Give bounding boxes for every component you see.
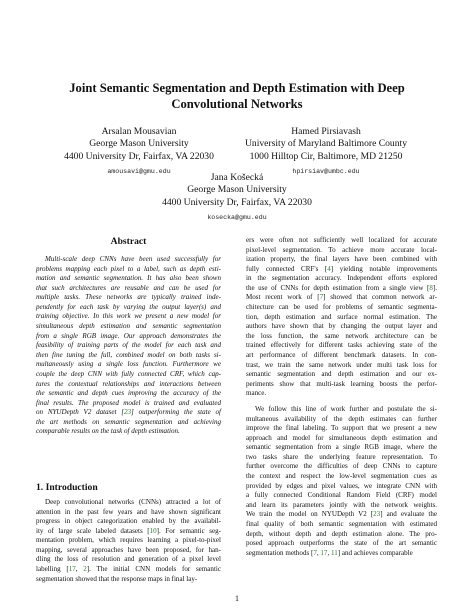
text-line: and learn its parameters jointly with the network weights.	[246, 500, 437, 509]
text-line: Most recent work of [7] showed that common network ar-	[246, 293, 437, 302]
author-address: 1000 Hilltop Cir, Baltimore, MD 21250	[249, 150, 403, 162]
text-line: trast, we train the same network under multi task loss for	[246, 360, 437, 369]
text-line: provided by edges and pixel values, we integrate CNN with	[246, 481, 437, 490]
text-line: approach and model for simultaneous depth estimation and	[246, 433, 437, 442]
author-block-3	[137, 172, 337, 224]
text-line: periments show that multi-task learning boosts the perfor-	[246, 379, 437, 388]
text-line: on NYUDepth V2 dataset [23] outperforming the state of	[36, 408, 221, 417]
text-line: progress in object categorization enabled by the availabil-	[36, 517, 221, 526]
author-email: amousavi@gmu.edu	[107, 167, 171, 175]
text-line: ers were often not sufficiently well localized for accurate	[246, 236, 437, 244]
text-line: multaneous availability of the depth estimates can further	[246, 414, 437, 423]
text-line: tures the contextual relationships and interactions between	[36, 379, 221, 388]
text-line: ization property, the final layers have been combined with	[246, 255, 437, 264]
author-name: Jana Košecká	[210, 172, 264, 183]
text-line: We train the model on NYUDepth V2 [23] and evaluate the	[246, 510, 437, 519]
text-line: segmentation methods [7, 17, 11] and achieves comparable	[246, 548, 413, 557]
text-line: segmentation showed that the response maps in final lay-	[36, 574, 198, 583]
text-line: labelling [17, 2]. The initial CNN models for semantic	[36, 565, 221, 574]
abstract-text	[36, 255, 221, 437]
author-block-2	[226, 126, 426, 178]
text-line: further overcome the difficulties of deep CNNs to capture	[246, 462, 437, 471]
text-line: from a single RGB image. Our approach demonstrates the	[36, 331, 221, 340]
text-line: final quality of both semantic segmentation with estimated	[246, 519, 437, 528]
paper-title: Joint Semantic Segmentation and Depth Estimation with Deep Convolutional Networks	[69, 81, 405, 111]
right-column-paragraph-2	[246, 405, 437, 558]
text-line: multiple tasks. These networks are typically trained inde-	[36, 293, 221, 302]
text-line: attention in the past few years and have shown significant	[36, 507, 221, 516]
text-line: the art methods on semantic segmentation and achieving	[36, 417, 221, 426]
text-line: the context and respect the low-level segmentation cues as	[246, 472, 437, 481]
text-line: Deep convolutional networks (CNNs) attracted a lot of	[45, 498, 221, 506]
text-line: final results. The proposed model is trained and evaluated	[36, 398, 221, 407]
text-line: the loss function, the same network architecture can be	[246, 331, 437, 340]
text-line: semantic segmentation and depth estimation and our ex-	[246, 370, 437, 379]
text-line: ity of large scale labeled datasets [10]. For semantic seg-	[36, 526, 221, 535]
text-line: that such architectures are reusable and can be used for	[36, 283, 221, 292]
author-address: 4400 University Dr, Fairfax, VA 22030	[64, 150, 214, 162]
text-line: feasibility of training parts of the model for each task and	[36, 341, 221, 350]
text-line: We follow this line of work further and postulate the si-	[255, 405, 437, 413]
text-line: mentation problem, which requires learning a pixel-to-pixel	[36, 536, 221, 545]
text-line: semantic segmentation from a single RGB image, where the	[246, 443, 437, 452]
text-line: the semantic and depth cues improving the accuracy of the	[36, 389, 221, 398]
intro-text	[36, 498, 221, 584]
text-line: tion, depth estimation and surface normal estimation. The	[246, 312, 437, 321]
text-line: problems mapping each pixel to a label, such as depth esti-	[36, 264, 221, 273]
text-line: two tasks share the underlying feature representation. To	[246, 452, 437, 461]
text-line: comparable results on the task of depth estimation.	[36, 427, 180, 436]
text-line: fully connected CRF's [4] yielding notable improvements	[246, 264, 437, 273]
text-line: mation and semantic segmentation. It has also been shown	[36, 274, 221, 283]
author-address: 4400 University Dr, Fairfax, VA 22030	[162, 196, 312, 208]
author-affiliation: University of Maryland Baltimore County	[244, 138, 407, 150]
text-line: pixel-level segmentation. To achieve more accurate local-	[246, 245, 437, 254]
author-email: kosecka@gmu.edu	[207, 213, 267, 221]
text-line: chitecture can be used for problems of semantic segmenta-	[246, 303, 437, 312]
text-line: posed approach outperforms the state of the art semantic	[246, 539, 437, 548]
text-line: training objective. In this work we present a new model for	[36, 312, 221, 321]
right-column-paragraph-1	[246, 236, 437, 399]
text-line: depth, without depth and depth estimation alone. The pro-	[246, 529, 437, 538]
abstract-heading: Abstract	[110, 236, 147, 247]
text-line: mapping, several approaches have been proposed, for han-	[36, 545, 221, 554]
page-number: 1	[235, 594, 239, 603]
text-line: multaneously using a single loss function. Furthermore we	[36, 360, 221, 369]
text-line: authors have shown that by changing the output layer and	[246, 322, 437, 331]
author-affiliation: George Mason University	[187, 184, 287, 196]
text-line: a fully connected Conditional Random Field (CRF) model	[246, 491, 437, 500]
author-email: hpirsiav@umbc.edu	[292, 167, 360, 175]
text-line: Multi-scale deep CNNs have been used successfully for	[45, 255, 221, 263]
text-line: in the segmentation accuracy. Independent efforts explored	[246, 274, 437, 283]
text-line: pendently for each task by varying the output layer(s) and	[36, 302, 221, 311]
text-line: improve the final labeling. To support that we present a new	[246, 424, 437, 433]
intro-heading: 1. Introduction	[36, 482, 98, 493]
author-block-1	[60, 126, 218, 178]
text-line: the use of CNNs for depth estimation from a single view [8].	[246, 283, 437, 292]
text-line: trained effectively for different tasks achieving state of the	[246, 341, 437, 350]
author-name: Hamed Pirsiavash	[291, 126, 361, 137]
text-line: simultaneous depth estimation and semantic segmentation	[36, 322, 221, 331]
author-name: Arsalan Mousavian	[101, 126, 177, 137]
text-line: then fine tuning the full, combined model on both tasks si-	[36, 350, 221, 359]
text-line: dling the loss of resolution and generation of a pixel level	[36, 555, 221, 564]
text-line: mance.	[246, 389, 267, 398]
text-line: art performance of different benchmark datasets. In con-	[246, 350, 437, 359]
text-line: couple the deep CNN with fully connected CRF, which cap-	[36, 369, 221, 378]
author-affiliation: George Mason University	[89, 138, 189, 150]
